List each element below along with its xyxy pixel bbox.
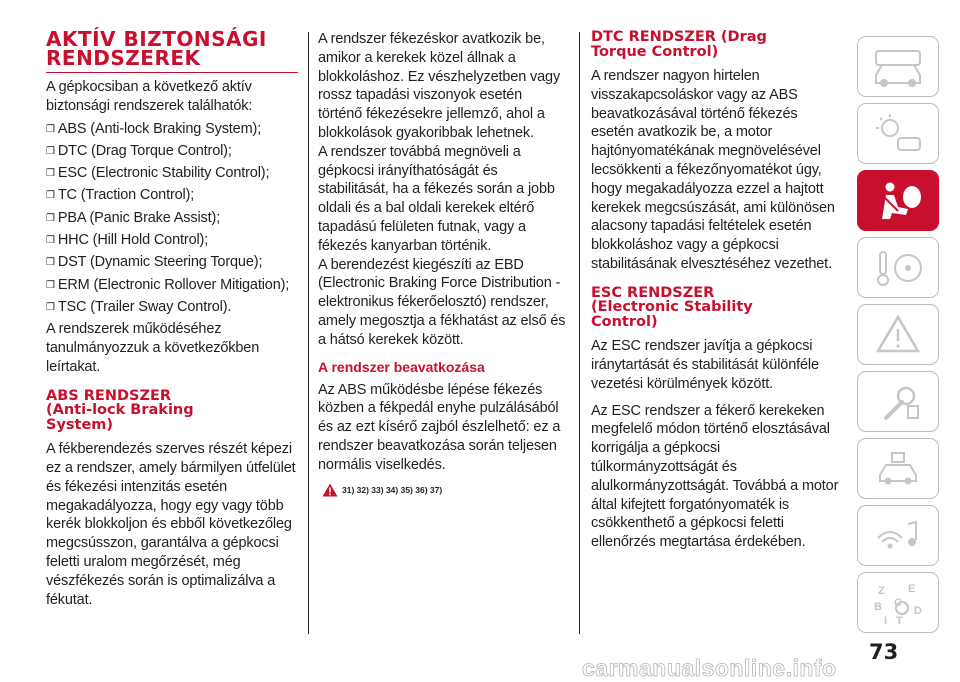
- list-item: ❒ ABS (Anti-lock Braking System);: [46, 120, 262, 137]
- index-icon: [868, 578, 928, 628]
- svg-text:D: D: [914, 604, 922, 617]
- abs-paragraph-2: A rendszer továbbá megnöveli a gépkocsi irányíthatóságát és stabilitását, ha a fékezés során a jobb oldali és a bal oldali kerekek eltérő tapadású felületen futnak, vagy a fékezés kanyarban történik.: [318, 143, 555, 254]
- list-item: ❒ DTC (Drag Torque Control);: [46, 142, 232, 159]
- subheading: A rendszer beavatkozása: [318, 358, 485, 375]
- list-item: ❒ ESC (Electronic Stability Control);: [46, 165, 270, 182]
- lights-icon: [868, 112, 928, 156]
- column-divider: [308, 32, 309, 634]
- tab-dashboard[interactable]: [857, 36, 939, 97]
- page-number: 73: [869, 640, 899, 664]
- after-list-text: A rendszerek működéséhez tanulmányozzuk a következőkben leírtakat.: [46, 321, 260, 375]
- chapter-tabs: [857, 36, 939, 639]
- warning-triangle-icon: [322, 483, 338, 497]
- airbag-seat-icon: [868, 179, 928, 223]
- list-item: ❒ PBA (Panic Brake Assist);: [46, 209, 221, 226]
- dtc-heading: DTC RENDSZER (Drag Torque Control): [591, 29, 767, 60]
- media-icon: [868, 514, 928, 558]
- checkbox-bullet-icon: ❒: [46, 123, 55, 135]
- svg-text:I: I: [884, 614, 888, 627]
- warning-refs-text: 31) 32) 33) 34) 35) 36) 37): [342, 484, 443, 495]
- checkbox-bullet-icon: ❒: [46, 145, 55, 157]
- warning-triangle-icon: [868, 313, 928, 357]
- column-3: [591, 30, 841, 552]
- abs-paragraph-4: Az ABS működésbe lépése fékezés közben a fékpedál enyhe pulzálásából és az ezt kísérő zajból észlelhető: ez a rendszer beavatkozása során teljesen normális viselkedés.: [318, 381, 561, 473]
- key-steering-icon: [868, 246, 928, 290]
- list-item: ❒ TC (Traction Control);: [46, 187, 195, 204]
- svg-text:C: C: [894, 596, 902, 609]
- checkbox-bullet-icon: ❒: [46, 190, 55, 202]
- abs-paragraph-3: A berendezést kiegészíti az EBD (Electronic Braking Force Distribution - elektronikus fékerőelosztó) rendszer, amely megosztja a fékhatást az első és a hátsó kerekek között.: [318, 256, 566, 348]
- tab-technical-data[interactable]: [857, 438, 939, 499]
- list-item: ❒ DST (Dynamic Steering Torque);: [46, 254, 263, 271]
- svg-text:Z: Z: [878, 584, 885, 597]
- abs-paragraph-1: A rendszer fékezéskor avatkozik be, amikor a kerekek közel állnak a blokkoláshoz. Ez vészhelyzetben vagy rossz tapadási viszonyok esetén történő fékezésekre jellemző, ahol a blokkolások gyakoribbak lehetnek.: [318, 31, 561, 141]
- column-divider: [579, 32, 580, 634]
- watermark: carmanualsonline.info: [582, 655, 837, 681]
- tab-starting[interactable]: [857, 237, 939, 298]
- wrench-icon: [868, 380, 928, 424]
- checkbox-bullet-icon: ❒: [46, 212, 55, 224]
- esc-paragraph-2: Az ESC rendszer a fékerő kerekeken megfelelő módon történő elosztásával korrigálja a gépkocsi túlkormányzottságát és alulkormányzottságát. Továbbá a motor által kifejtett forgatónyomaték is csökkenthető a gépkocsi feletti ellenőrzés megtartása érdekében.: [591, 402, 839, 551]
- esc-heading: ESC RENDSZER (Electronic Stability Control): [591, 284, 753, 330]
- svg-text:E: E: [908, 582, 916, 595]
- tab-maintenance[interactable]: [857, 371, 939, 432]
- column-1: [46, 27, 298, 609]
- abs-text: A fékberendezés szerves részét képezi ez a rendszer, amely bármilyen útfelület és fékezési intenzitás esetén megakadályozza, hogy egy vagy több kerék blokkoljon és ebből következőleg megcsússzon, garantálva a gépkocsi feletti uralom megőrzését, még vészfékezés során is optimalizálva a fékutat.: [46, 441, 296, 608]
- car-dashboard-icon: [868, 45, 928, 89]
- dtc-text: A rendszer nagyon hirtelen visszakapcsoláskor vagy az ABS beavatkozásával történő fékezés esetén avatkozik be, a motor hajtónyomatékának megnövelésével lecsökkenti a fékezőnyomatékot úgy, hogy megakadályozza ezzel a hajtott kerekek megcsúszását, ami különösen alacsony tapadási feltételek esetén blokkoláshoz vagy a gépkocsi stabilitásának elvesztéséhez vezethet.: [591, 68, 835, 272]
- list-item: ❒ HHC (Hill Hold Control);: [46, 232, 209, 249]
- warning-reference: [318, 483, 568, 497]
- column-2: [318, 30, 568, 497]
- svg-text:B: B: [874, 600, 882, 613]
- car-tech-icon: [868, 447, 928, 491]
- checkbox-bullet-icon: ❒: [46, 279, 55, 291]
- section-title: AKTÍV BIZTONSÁGI RENDSZEREK: [46, 30, 298, 73]
- svg-text:T: T: [896, 614, 903, 627]
- checkbox-bullet-icon: ❒: [46, 235, 55, 247]
- abs-heading: ABS RENDSZER (Anti-lock Braking System): [46, 387, 194, 433]
- checkbox-bullet-icon: ❒: [46, 257, 55, 269]
- systems-list: [46, 120, 298, 318]
- list-item: ❒ TSC (Trailer Sway Control).: [46, 298, 232, 315]
- checkbox-bullet-icon: ❒: [46, 168, 55, 180]
- intro-text: A gépkocsiban a következő aktív biztonsági rendszerek találhatók:: [46, 79, 253, 114]
- tab-multimedia[interactable]: [857, 505, 939, 566]
- esc-paragraph-1: Az ESC rendszer javítja a gépkocsi iránytartását és stabilitását különféle vezetési körülmények között.: [591, 338, 819, 392]
- tab-index[interactable]: [857, 572, 939, 633]
- checkbox-bullet-icon: ❒: [46, 301, 55, 313]
- list-item: ❒ ERM (Electronic Rollover Mitigation);: [46, 276, 290, 293]
- tab-emergency[interactable]: [857, 304, 939, 365]
- tab-lights[interactable]: [857, 103, 939, 164]
- tab-safety[interactable]: [857, 170, 939, 231]
